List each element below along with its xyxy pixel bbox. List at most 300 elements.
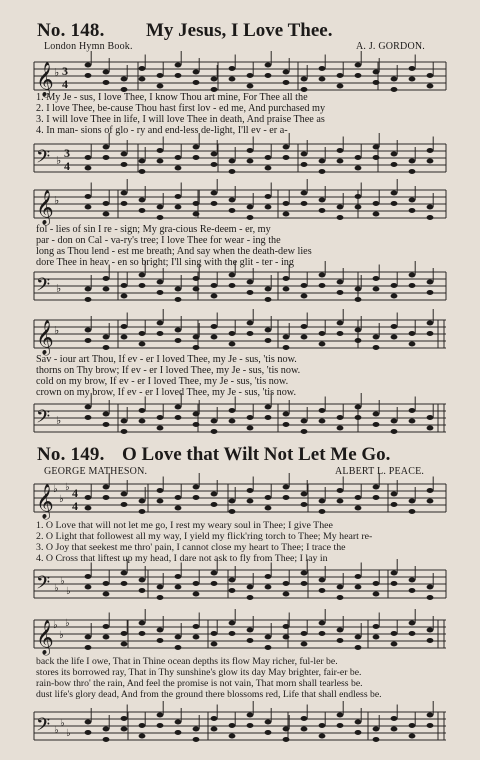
notehead [85,415,92,420]
notehead [391,581,398,586]
notehead [211,716,218,721]
notehead [283,80,290,85]
notehead [319,734,326,739]
notehead [283,422,290,427]
treble-staff [28,614,450,654]
notehead [301,324,308,329]
hymn-148-system-1 [28,52,450,182]
notehead [427,713,434,718]
notehead [193,495,200,500]
notehead [265,328,272,333]
svg-text:4: 4 [72,486,78,500]
notehead [427,73,434,78]
notehead [265,73,272,78]
notehead [265,574,272,579]
notehead [337,415,344,420]
notehead [157,280,164,285]
notehead [337,499,344,504]
notehead [373,635,380,640]
svg-text:♭: ♭ [59,494,64,505]
notehead [301,419,308,424]
notehead [247,148,254,153]
notehead [337,321,344,326]
notehead [373,70,380,75]
notehead [337,488,344,493]
notehead [391,492,398,497]
notehead [409,283,416,288]
notehead [337,290,344,295]
notehead [319,159,326,164]
notehead [211,429,218,434]
hymn-148-composer: A. J. GORDON. [356,41,425,52]
notehead [301,581,308,586]
notehead [265,205,272,210]
notehead [85,495,92,500]
notehead [103,155,110,160]
notehead [301,335,308,340]
notehead [85,405,92,410]
notehead [391,502,398,507]
notehead [175,166,182,171]
notehead [211,642,218,647]
notehead [283,495,290,500]
notehead [283,581,290,586]
notehead [373,485,380,490]
bass-clef-icon: 𝄢 [36,714,51,739]
notehead [229,331,236,336]
bass-clef-icon: 𝄢 [36,146,51,171]
notehead [193,727,200,732]
notehead [355,645,362,650]
bass-clef-icon: 𝄢 [36,274,51,299]
hymn-148-system-3 [28,312,450,436]
notehead [355,506,362,511]
notehead [373,287,380,292]
svg-text:♭: ♭ [54,325,60,337]
notehead [391,77,398,82]
bass-clef-icon: 𝄢 [36,572,51,597]
notehead [211,335,218,340]
notehead [427,415,434,420]
notehead [193,737,200,742]
notehead [175,585,182,590]
notehead [229,734,236,739]
notehead [391,162,398,167]
notehead [337,585,344,590]
notehead [391,201,398,206]
svg-text:♭: ♭ [56,155,62,167]
notehead [319,499,326,504]
notehead [211,152,218,157]
notehead [337,84,344,89]
svg-text:♭: ♭ [54,67,60,79]
notehead [427,488,434,493]
notehead [121,191,128,196]
notehead [85,287,92,292]
notehead [211,162,218,167]
notehead [337,638,344,643]
hymn-148-system-2 [28,184,450,306]
svg-text:♭: ♭ [60,718,65,729]
notehead [265,495,272,500]
notehead [121,201,128,206]
notehead [229,208,236,213]
notehead [175,506,182,511]
notehead [301,152,308,157]
svg-text:4: 4 [72,499,78,513]
notehead [355,338,362,343]
notehead [229,169,236,174]
notehead [139,509,146,514]
notehead [85,194,92,199]
treble-staff [28,478,450,518]
notehead [85,635,92,640]
notehead [409,408,416,413]
notehead [409,198,416,203]
notehead [265,297,272,302]
notehead [391,324,398,329]
notehead [355,63,362,68]
treble-clef-icon: 𝄞 [36,321,54,354]
notehead [103,276,110,281]
notehead [283,212,290,217]
notehead [301,201,308,206]
notehead [175,415,182,420]
treble-staff [28,56,450,96]
notehead [211,581,218,586]
notehead [355,297,362,302]
notehead [103,592,110,597]
notehead [337,723,344,728]
notehead [121,77,128,82]
notehead [319,283,326,288]
notehead [337,159,344,164]
notehead [283,145,290,150]
hymn-148-lyrics-block-3: Sav - iour art Thou, If ev - er I loved Thee, my Je - sus, 'tis now. thorns on Thy brow; If ev - er I loved Thee, my Je - sus, 'tis now. cold on my brow, If ev - er I loved Thee, my Je - sus, 'tis now. crown on my brow, If ev - er I loved Thee, my Je - sus, 'tis now. [36,354,301,398]
notehead [247,73,254,78]
notehead [193,287,200,292]
notehead [355,205,362,210]
notehead [85,63,92,68]
notehead [319,588,326,593]
notehead [337,595,344,600]
notehead [373,624,380,629]
notehead [85,338,92,343]
notehead [319,419,326,424]
notehead [427,215,434,220]
notehead [103,635,110,640]
notehead [373,581,380,586]
notehead [157,638,164,643]
notehead [103,335,110,340]
svg-text:♭: ♭ [54,583,59,594]
notehead [121,642,128,647]
notehead [85,297,92,302]
notehead [103,212,110,217]
notehead [283,635,290,640]
notehead [211,283,218,288]
notehead [103,624,110,629]
svg-text:♭: ♭ [66,586,71,597]
notehead [247,488,254,493]
hymn-148-number: No. 148. [37,20,105,41]
notehead [193,70,200,75]
bass-staff [28,564,450,604]
notehead [193,155,200,160]
notehead [121,419,128,424]
notehead [301,294,308,299]
notehead [229,509,236,514]
notehead [355,73,362,78]
notehead [265,194,272,199]
notehead [409,631,416,636]
notehead [355,720,362,725]
svg-text:♭: ♭ [54,725,59,736]
svg-text:♭: ♭ [60,576,65,587]
notehead [211,492,218,497]
notehead [409,578,416,583]
notehead [283,201,290,206]
hymn-149-composer: ALBERT L. PEACE. [335,466,425,477]
notehead [373,276,380,281]
notehead [337,280,344,285]
notehead [211,502,218,507]
notehead [301,283,308,288]
notehead [247,215,254,220]
notehead [229,588,236,593]
notehead [301,162,308,167]
notehead [373,592,380,597]
notehead [85,645,92,650]
notehead [427,426,434,431]
notehead [391,429,398,434]
notehead [103,145,110,150]
notehead [427,331,434,336]
notehead [391,283,398,288]
hymn-149-system-1 [28,476,450,606]
notehead [265,645,272,650]
notehead [265,635,272,640]
notehead [355,495,362,500]
notehead [175,495,182,500]
notehead [175,645,182,650]
notehead [337,331,344,336]
notehead [283,727,290,732]
svg-text:♭: ♭ [56,415,62,427]
notehead [175,63,182,68]
notehead [193,592,200,597]
notehead [301,571,308,576]
notehead [157,628,164,633]
notehead [121,335,128,340]
notehead [103,287,110,292]
notehead [157,84,164,89]
notehead [409,66,416,71]
notehead [211,201,218,206]
bass-staff [28,266,450,306]
notehead [193,145,200,150]
notehead [103,201,110,206]
notehead [283,485,290,490]
notehead [391,727,398,732]
notehead [193,80,200,85]
notehead [391,571,398,576]
notehead [157,488,164,493]
notehead [301,502,308,507]
notehead [409,734,416,739]
notehead [337,73,344,78]
notehead [283,335,290,340]
notehead [427,628,434,633]
svg-text:3: 3 [62,64,68,78]
notehead [301,642,308,647]
bass-staff [28,138,450,178]
notehead [409,342,416,347]
notehead [157,148,164,153]
notehead [193,345,200,350]
notehead [175,194,182,199]
notehead [103,737,110,742]
notehead [103,412,110,417]
notehead [85,506,92,511]
notehead [391,642,398,647]
notehead [139,198,146,203]
notehead [427,723,434,728]
notehead [265,415,272,420]
svg-text:3: 3 [64,146,70,160]
bass-staff [28,706,450,746]
notehead [85,328,92,333]
notehead [175,205,182,210]
notehead [193,422,200,427]
notehead [139,342,146,347]
notehead [373,737,380,742]
notehead [391,191,398,196]
svg-text:♭: ♭ [56,283,62,295]
notehead [157,321,164,326]
notehead [373,335,380,340]
notehead [229,621,236,626]
notehead [265,506,272,511]
notehead [103,485,110,490]
notehead [409,419,416,424]
notehead [319,578,326,583]
hymn-148-lyrics-block-1: 1. My Je - sus, I love Thee, I know Thou art mine, For Thee all the 2. I love Thee, be-cause Thou hast first lov - ed me, And purchased my 3. I will love Thee in life, I will love Thee in death, And praise Thee as 4. In man- sions of glo - ry and end-less de-light, I'll ev - er a- [36,92,326,136]
notehead [229,723,236,728]
notehead [373,727,380,732]
notehead [319,208,326,213]
notehead [409,621,416,626]
bass-clef-icon: 𝄢 [36,406,51,431]
svg-text:♭: ♭ [66,728,71,739]
notehead [265,287,272,292]
hymn-149-author: GEORGE MATHESON. [44,466,148,477]
notehead [427,321,434,326]
svg-text:♭: ♭ [65,618,70,629]
notehead [409,208,416,213]
notehead [121,429,128,434]
notehead [157,595,164,600]
treble-staff [28,314,450,354]
notehead [247,713,254,718]
notehead [139,621,146,626]
notehead [85,205,92,210]
notehead [85,166,92,171]
notehead [211,294,218,299]
notehead [265,166,272,171]
notehead [247,321,254,326]
notehead [409,723,416,728]
notehead [139,208,146,213]
svg-text:4: 4 [64,159,70,173]
notehead [373,201,380,206]
notehead [427,205,434,210]
notehead [103,727,110,732]
notehead [229,631,236,636]
notehead [121,283,128,288]
notehead [355,730,362,735]
svg-text:♭: ♭ [53,484,58,495]
notehead [175,155,182,160]
notehead [121,502,128,507]
notehead [103,581,110,586]
notehead [355,574,362,579]
notehead [391,87,398,92]
notehead [175,405,182,410]
notehead [337,628,344,633]
notehead [283,345,290,350]
notehead [247,628,254,633]
notehead [211,419,218,424]
hymn-148-lyrics-block-2: fol - lies of sin I re - sign; My gra-cious Re-deem - er, my par - don on Cal - va-ry's tree; I love Thee for wear - ing the long as Thou lend - est me breath; And say when the death-dew lies dore Thee in heav - en so bright; I'll sing with the glit - ter - ing [36,224,312,268]
notehead [85,585,92,590]
notehead [301,727,308,732]
svg-text:4: 4 [62,77,68,91]
notehead [193,276,200,281]
notehead [85,155,92,160]
notehead [355,328,362,333]
notehead [139,66,146,71]
notehead [175,328,182,333]
notehead [139,331,146,336]
notehead [301,716,308,721]
notehead [265,338,272,343]
bass-staff [28,398,450,438]
notehead [283,276,290,281]
notehead [283,412,290,417]
notehead [139,283,146,288]
notehead [283,70,290,75]
notehead [391,152,398,157]
notehead [247,426,254,431]
notehead [139,578,146,583]
notehead [247,638,254,643]
notehead [229,408,236,413]
notehead [139,169,146,174]
notehead [157,205,164,210]
notehead [319,509,326,514]
notehead [121,571,128,576]
notehead [157,585,164,590]
notehead [103,422,110,427]
notehead [157,499,164,504]
notehead [193,635,200,640]
notehead [85,73,92,78]
notehead [427,148,434,153]
notehead [373,495,380,500]
notehead [409,169,416,174]
notehead [319,66,326,71]
